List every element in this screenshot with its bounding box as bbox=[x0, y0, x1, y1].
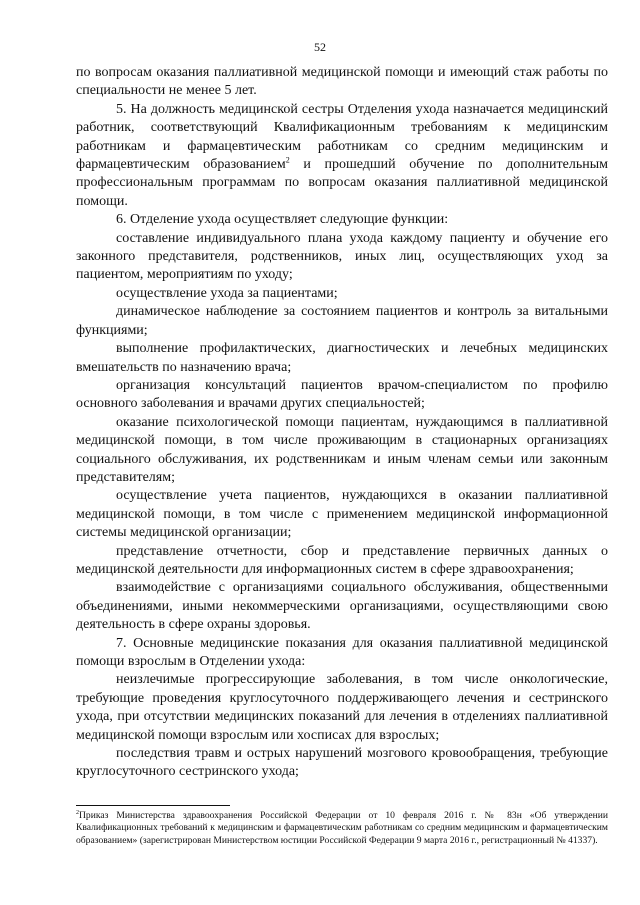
list-item: выполнение профилактических, диагностических и лечебных медицинских вмешательств по назначению врача; bbox=[76, 341, 608, 375]
list-item: взаимодействие с организациями социального обслуживания, общественными объединениями, иными некоммерческими организациями, осуществляющими свою деятельность в сфере охраны здоровья. bbox=[76, 580, 608, 633]
list-item: осуществление учета пациентов, нуждающихся в оказании паллиативной медицинской помощи, в том числе с применением медицинской информационной системы медицинской организации; bbox=[76, 488, 608, 541]
list-item: осуществление ухода за пациентами; bbox=[116, 285, 338, 301]
paragraph: по вопросам оказания паллиативной медицинской помощи и имеющий стаж работы по специальности не менее 5 лет. bbox=[76, 65, 608, 99]
list-item: составление индивидуального плана ухода каждому пациенту и обучение его законного представителя, родственников, иных лиц, осуществляющих уход за пациентом, мероприятиям по уходу; bbox=[76, 230, 608, 283]
footnote bbox=[76, 810, 608, 847]
list-item: последствия травм и острых нарушений мозгового кровообращения, требующие круглосуточного сестринского ухода; bbox=[76, 746, 608, 780]
footnote-marker: 2 bbox=[76, 809, 79, 816]
list-item: оказание психологической помощи пациентам, нуждающимся в паллиативной медицинской помощи, в том числе проживающим в стационарных организациях социального обслуживания, их родственникам и иным членам семьи или законным представителям; bbox=[76, 414, 608, 485]
paragraph-clause-5 bbox=[76, 101, 608, 211]
footnote-text: Приказ Министерства здравоохранения Российской Федерации от 10 февраля 2016 г. № 83н «Об утверждении Квалификационных требований к медицинским и фармацевтическим работникам со средним медицинским и фармацевтическим образованием» (зарегистрирован Министерством юстиции Российской Федерации 9 марта 2016 г., регистрационный № 41337). bbox=[76, 810, 608, 846]
clause-5-text-end: и прошедший обучение по дополнительным профессиональным программам по вопросам оказания паллиативной медицинской помощи. bbox=[76, 157, 608, 209]
footnote-separator bbox=[76, 805, 230, 806]
list-item: представление отчетности, сбор и представление первичных данных о медицинской деятельности для информационных систем в сфере здравоохранения; bbox=[76, 543, 608, 577]
page-number: 52 bbox=[314, 40, 326, 54]
footnote-reference: 2 bbox=[285, 155, 290, 165]
clause-5-text: 5. На должность медицинской сестры Отделения ухода назначается медицинский работник, соответствующий Квалификационным требованиям к медицинским работникам и фармацевтическим работникам со средним медицинским и фармацевтическим образованием bbox=[76, 101, 608, 173]
list-item: организация консультаций пациентов врачом-специалистом по профилю основного заболевания и врачами других специальностей; bbox=[76, 377, 608, 412]
list-item: динамическое наблюдение за состоянием пациентов и контроль за витальными функциями; bbox=[76, 304, 608, 338]
document-body bbox=[76, 64, 608, 782]
list-item: неизлечимые прогрессирующие заболевания, в том числе онкологические, требующие проведения круглосуточного поддерживающего лечения и сестринского ухода, при отсутствии медицинских показаний для лечения в отделениях паллиативной медицинской помощи взрослым или хосписах для взрослых; bbox=[76, 672, 608, 743]
paragraph-clause-7: 7. Основные медицинские показания для оказания паллиативной медицинской помощи взрослым в Отделении ухода: bbox=[76, 635, 608, 669]
paragraph-clause-6: 6. Отделение ухода осуществляет следующие функции: bbox=[116, 212, 449, 228]
